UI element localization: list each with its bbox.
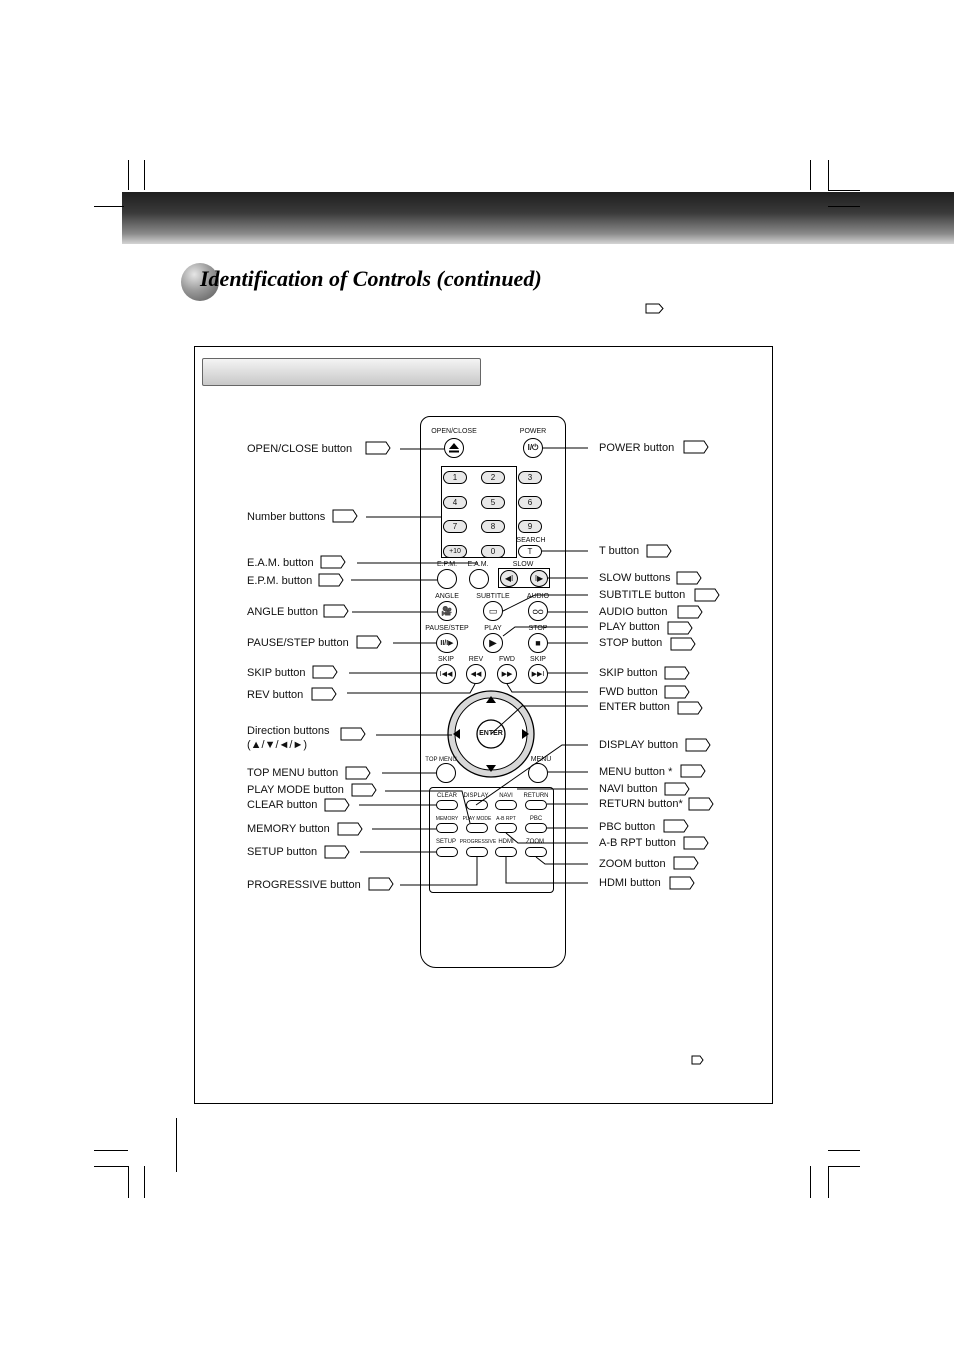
eam-label: E.A.M. (467, 561, 489, 568)
play-icon: ▶ (489, 637, 497, 649)
play-mode-label: PLAY MODE (462, 816, 492, 822)
clear-label: CLEAR (436, 793, 458, 799)
callout-return: RETURN button* (599, 798, 683, 810)
pbc-label: PBC (529, 816, 543, 822)
play-label: PLAY (484, 625, 502, 632)
callout-navi: NAVI button (599, 783, 658, 795)
page-ref-tabs (312, 441, 719, 890)
number-button-0[interactable]: 0 (481, 545, 505, 558)
number-button-3[interactable]: 3 (518, 471, 542, 484)
number-button-plus10[interactable]: +10 (443, 545, 467, 558)
fwd-label: FWD (499, 656, 515, 663)
ab-rpt-label: A-B RPT (496, 816, 516, 822)
slow-reverse-icon: ◀I (504, 574, 514, 583)
callout-number-buttons: Number buttons (247, 511, 326, 523)
callout-top-menu: TOP MENU button (247, 767, 339, 779)
rev-label: REV (468, 656, 484, 663)
callout-setup: SETUP button (247, 846, 318, 858)
subtitle-icon: ▭ (488, 605, 498, 616)
open-close-label: OPEN/CLOSE (431, 428, 477, 435)
number-button-5[interactable]: 5 (481, 496, 505, 509)
camera-icon: 🎥 (441, 605, 453, 616)
audio-icon: ᴑᴑ (532, 606, 544, 616)
callout-clear: CLEAR button (247, 799, 318, 811)
search-label: SEARCH (516, 537, 546, 544)
callout-angle: ANGLE button (247, 606, 318, 618)
display-label: DISPLAY (463, 793, 489, 799)
epm-label: E.P.M. (436, 561, 458, 568)
callout-memory: MEMORY button (247, 823, 330, 835)
callout-menu: MENU button * (599, 766, 673, 778)
callout-t: T button (599, 545, 640, 557)
callout-stop: STOP button (599, 637, 663, 649)
callout-ab-rpt: A-B RPT button (599, 837, 676, 849)
power-label: POWER (519, 428, 547, 435)
slow-label: SLOW (512, 561, 534, 568)
audio-label: AUDIO (526, 593, 550, 600)
callout-direction-arrows: (▲/▼/◄/►) (247, 739, 308, 751)
callout-pause-step: PAUSE/STEP button (247, 637, 349, 649)
number-button-1[interactable]: 1 (443, 471, 467, 484)
callout-rev: REV button (247, 689, 304, 701)
skip-right-label: SKIP (530, 656, 546, 663)
callout-subtitle: SUBTITLE button (599, 589, 686, 601)
memory-label: MEMORY (435, 816, 459, 822)
callout-audio: AUDIO button (599, 606, 668, 618)
progressive-label: PROGRESSIVE (459, 839, 497, 845)
number-button-6[interactable]: 6 (518, 496, 542, 509)
number-button-8[interactable]: 8 (481, 520, 505, 533)
callout-pbc: PBC button (599, 821, 656, 833)
stop-icon: ■ (535, 638, 541, 648)
page-title: Identification of Controls (continued) (200, 266, 542, 291)
pause-step-icon: II/I▶ (440, 640, 454, 647)
zoom-label: ZOOM (526, 839, 544, 845)
setup-label: SETUP (435, 839, 457, 845)
number-button-4[interactable]: 4 (443, 496, 467, 509)
callout-zoom: ZOOM button (599, 858, 666, 870)
callout-enter: ENTER button (599, 701, 670, 713)
callout-hdmi: HDMI button (599, 877, 661, 889)
fast-forward-icon: ▶▶ (501, 671, 513, 678)
callout-direction: Direction buttons (247, 725, 330, 737)
hdmi-label: HDMI (498, 839, 514, 845)
callout-play-mode: PLAY MODE button (247, 784, 344, 796)
callout-power: POWER button (599, 442, 675, 454)
callout-skip-left: SKIP button (247, 667, 306, 679)
number-button-9[interactable]: 9 (518, 520, 542, 533)
callout-display: DISPLAY button (599, 739, 679, 751)
power-icon: I/⏻ (527, 443, 539, 452)
pause-step-label: PAUSE/STEP (425, 625, 469, 632)
skip-left-label: SKIP (438, 656, 454, 663)
callout-epm: E.P.M. button (247, 575, 313, 587)
callout-progressive: PROGRESSIVE button (247, 879, 361, 891)
menu-label: MENU (530, 756, 552, 763)
callout-slow: SLOW buttons (599, 572, 671, 584)
callout-play: PLAY button (599, 621, 660, 633)
skip-back-icon: I◀◀ (439, 671, 453, 678)
stop-label: STOP (528, 625, 548, 632)
navi-label: NAVI (499, 793, 513, 799)
number-button-2[interactable]: 2 (481, 471, 505, 484)
callout-open-close: OPEN/CLOSE button (247, 443, 353, 455)
subtitle-label: SUBTITLE (476, 593, 510, 600)
callout-eam: E.A.M. button (247, 557, 314, 569)
skip-forward-icon: ▶▶I (531, 671, 545, 678)
angle-label: ANGLE (435, 593, 459, 600)
top-menu-label: TOP MENU (425, 757, 457, 763)
callout-skip-right: SKIP button (599, 667, 658, 679)
number-button-7[interactable]: 7 (443, 520, 467, 533)
t-button[interactable]: T (518, 545, 542, 558)
slow-forward-icon: I▶ (534, 574, 544, 583)
callout-fwd: FWD button (599, 686, 658, 698)
rewind-icon: ◀◀ (470, 671, 482, 678)
enter-label[interactable]: ENTER (479, 730, 503, 737)
return-label: RETURN (523, 793, 549, 799)
